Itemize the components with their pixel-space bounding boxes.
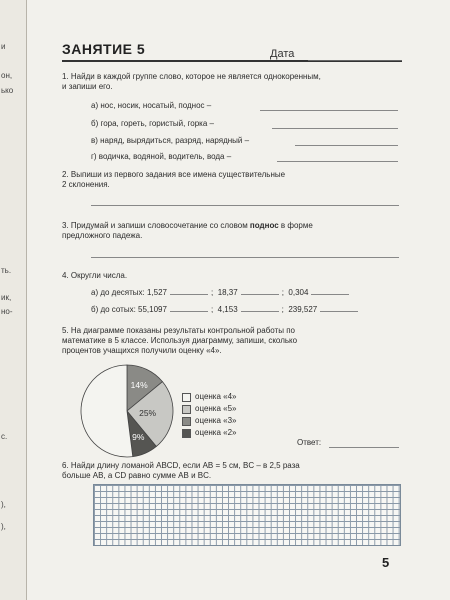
task4-row-a-label: а) до десятых: 1,527: [91, 288, 168, 297]
left-fragment: ),: [1, 500, 6, 509]
task1-item-c: в) наряд, вырядиться, разряд, нарядный –: [91, 136, 250, 145]
task1-item-a: а) нос, носик, носатый, поднос –: [91, 101, 212, 110]
task5-prompt-cont2: процентов учащихся получили оценку «4».: [62, 346, 222, 355]
answer-label: Ответ:: [297, 438, 322, 447]
task5-answer-line[interactable]: [329, 447, 399, 448]
legend-swatch: [182, 393, 191, 402]
legend-label: оценка «4»: [195, 392, 237, 401]
task4-blank[interactable]: [241, 287, 279, 295]
pie-chart: [77, 361, 177, 461]
task5-prompt-cont: математике в 5 классе. Используя диаграмму, запиши, сколько: [62, 336, 298, 345]
task4-blank[interactable]: [311, 287, 349, 295]
task5-prompt: 5. На диаграмме показаны результаты контрольной работы по: [62, 326, 295, 335]
task1-prompt: 1. Найди в каждой группе слово, которое не является однокоренным,: [62, 72, 321, 81]
task3-text-a: 3. Придумай и запиши словосочетание со словом: [62, 221, 250, 230]
legend-label: оценка «5»: [195, 404, 237, 413]
previous-page-margin: [0, 0, 27, 600]
legend-swatch: [182, 417, 191, 426]
legend-swatch: [182, 405, 191, 414]
task2-answer-line[interactable]: [91, 205, 399, 206]
task4-blank[interactable]: [170, 304, 208, 312]
task1-item-d: г) водичка, водяной, водитель, вода –: [91, 152, 232, 161]
workbook-page: [27, 0, 450, 600]
task6-prompt-cont: больше AB, а CD равно сумме AB и BC.: [62, 471, 212, 480]
legend-swatch: [182, 429, 191, 438]
task1-item-b: б) гора, гореть, гористый, горка –: [91, 119, 214, 128]
task2-prompt-cont: 2 склонения.: [62, 180, 110, 189]
task4-blank[interactable]: [320, 304, 358, 312]
task2-prompt: 2. Выпиши из первого задания все имена существительные: [62, 170, 286, 179]
left-fragment: и: [1, 42, 6, 51]
left-fragment: с.: [1, 432, 8, 441]
left-fragment: ик,: [1, 293, 12, 302]
task4-blank[interactable]: [241, 304, 279, 312]
task1-answer-line-b[interactable]: [272, 128, 398, 129]
task1-answer-line-a[interactable]: [260, 110, 398, 111]
task4-b-value2: 4,153: [217, 305, 238, 314]
task3-prompt-cont: предложного падежа.: [62, 231, 143, 240]
task4-blank[interactable]: [170, 287, 208, 295]
page-number: 5: [382, 555, 390, 570]
date-field[interactable]: [308, 60, 402, 61]
task4-b-value3: 239,527: [288, 305, 318, 314]
task4-a-value2: 18,37: [217, 288, 238, 297]
task4-row-b-label: б) до сотых: 55,1097: [91, 305, 167, 314]
left-fragment: ть.: [1, 266, 12, 275]
left-fragment: но-: [1, 307, 13, 316]
task4-row-a: а) до десятых: 1,527 ; 18,37 ; 0,304: [91, 287, 352, 299]
task4-a-value3: 0,304: [288, 288, 309, 297]
lesson-title: ЗАНЯТИЕ 5: [62, 41, 146, 57]
task6-prompt: 6. Найди длину ломаной ABCD, если AB = 5 см, BC – в 2,5 раза: [62, 461, 300, 470]
legend-label: оценка «3»: [195, 416, 237, 425]
left-fragment: ),: [1, 522, 6, 531]
task3-text-b: в форме: [278, 221, 313, 230]
pie-slice-label: 9%: [132, 432, 145, 443]
task4-row-b: б) до сотых: 55,1097 ; 4,153 ; 239,527: [91, 304, 361, 316]
task3-answer-line[interactable]: [91, 257, 399, 258]
date-label: Дата: [270, 48, 295, 60]
pie-slice-label: 25%: [139, 407, 157, 418]
pie-slice-label: 14%: [130, 380, 148, 391]
graph-paper-answer-area[interactable]: [93, 484, 401, 546]
task1-answer-line-d[interactable]: [277, 161, 398, 162]
left-fragment: ько: [1, 86, 14, 95]
legend-label: оценка «2»: [195, 428, 237, 437]
task4-prompt: 4. Округли числа.: [62, 271, 128, 280]
task1-prompt-cont: и запиши его.: [62, 82, 113, 91]
task3-keyword: поднос: [249, 221, 279, 230]
task3-prompt: [62, 221, 313, 232]
task1-answer-line-c[interactable]: [295, 145, 398, 146]
pie-slice: [81, 365, 133, 457]
left-fragment: он,: [1, 71, 13, 80]
